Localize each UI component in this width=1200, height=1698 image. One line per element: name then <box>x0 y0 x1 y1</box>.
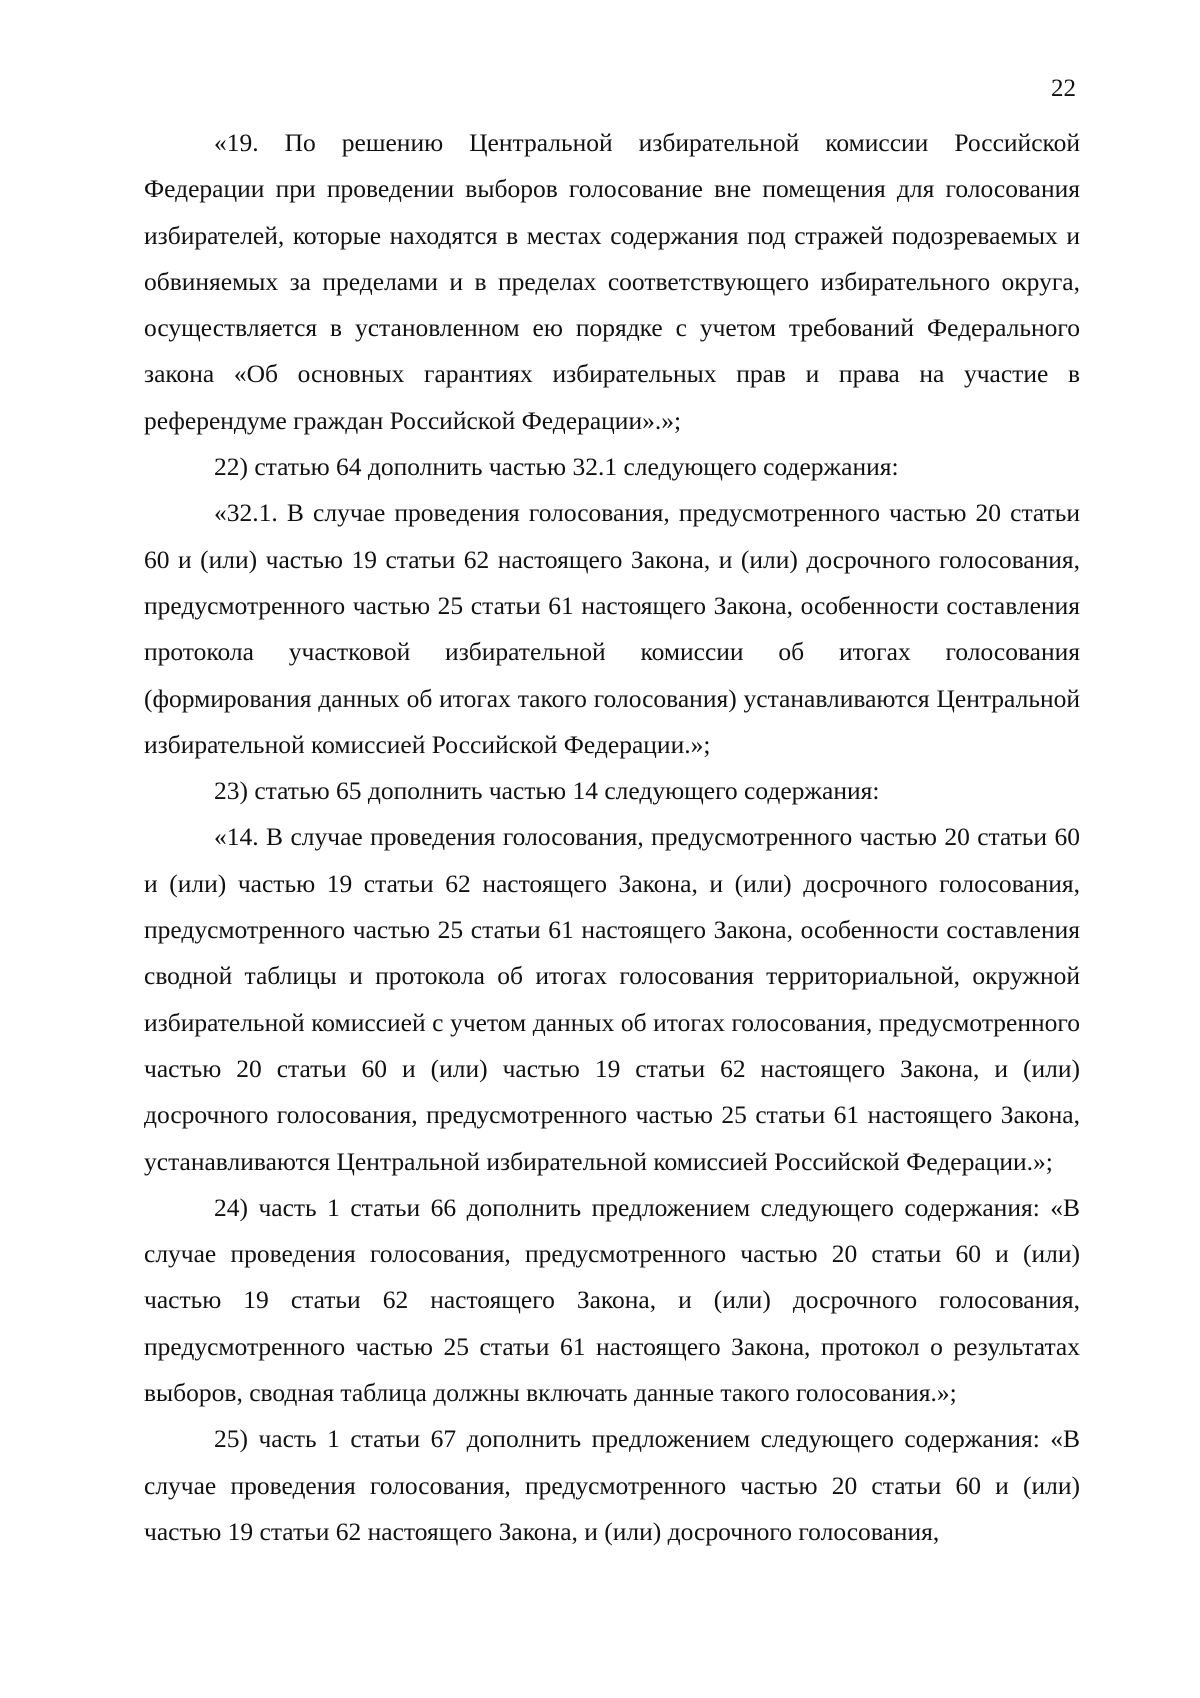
paragraph-item-32-1: «32.1. В случае проведения голосования, предусмотренного частью 20 статьи 60 и (или) частью 19 статьи 62 настоящего Закона, и (или) досрочного голосования, предусмотренного частью 25 статьи 61 настоящего Закона, особенности составления протокола участковой избирательной комиссии об итогах голосования (формирования данных об итогах такого голосования) устанавливаются Центральной избирательной комиссией Российской Федерации.»; <box>144 498 1080 759</box>
paragraph-item-14: «14. В случае проведения голосования, предусмотренного частью 20 статьи 60 и (или) частью 19 статьи 62 настоящего Закона, и (или) досрочного голосования, предусмотренного частью 25 статьи 61 настоящего Закона, особенности составления сводной таблицы и протокола об итогах голосования территориальной, окружной избирательной комиссией с учетом данных об итогах голосования, предусмотренного частью 20 статьи 60 и (или) частью 19 статьи 62 настоящего Закона, и (или) досрочного голосования, предусмотренного частью 25 статьи 61 настоящего Закона, устанавливаются Центральной избирательной комиссией Российской Федерации.»; <box>144 822 1080 1176</box>
paragraph-amendment-22: 22) статью 64 дополнить частью 32.1 следующего содержания: <box>214 452 899 482</box>
paragraph-item-19: «19. По решению Центральной избирательной комиссии Российской Федерации при проведении выборов голосование вне помещения для голосования избирателей, которые находятся в местах содержания под стражей подозреваемых и обвиняемых за пределами и в пределах соответствующего избирательного округа, осуществляется в установленном ею порядке с учетом требований Федерального закона «Об основных гарантиях избирательных прав и права на участие в референдуме граждан Российской Федерации».»; <box>144 128 1080 435</box>
paragraph-amendment-24: 24) часть 1 статьи 66 дополнить предложением следующего содержания: «В случае проведения голосования, предусмотренного частью 20 статьи 60 и (или) частью 19 статьи 62 настоящего Закона, и (или) досрочного голосования, предусмотренного частью 25 статьи 61 настоящего Закона, протокол о результатах выборов, сводная таблица должны включать данные такого голосования.»; <box>144 1192 1080 1408</box>
document-body <box>144 120 1080 1555</box>
paragraph-amendment-23: 23) статью 65 дополнить частью 14 следующего содержания: <box>214 776 880 806</box>
paragraph-amendment-25: 25) часть 1 статьи 67 дополнить предложением следующего содержания: «В случае проведения голосования, предусмотренного частью 20 статьи 60 и (или) частью 19 статьи 62 настоящего Закона, и (или) досрочного голосования, <box>144 1424 1080 1546</box>
page-number: 22 <box>1051 75 1076 102</box>
